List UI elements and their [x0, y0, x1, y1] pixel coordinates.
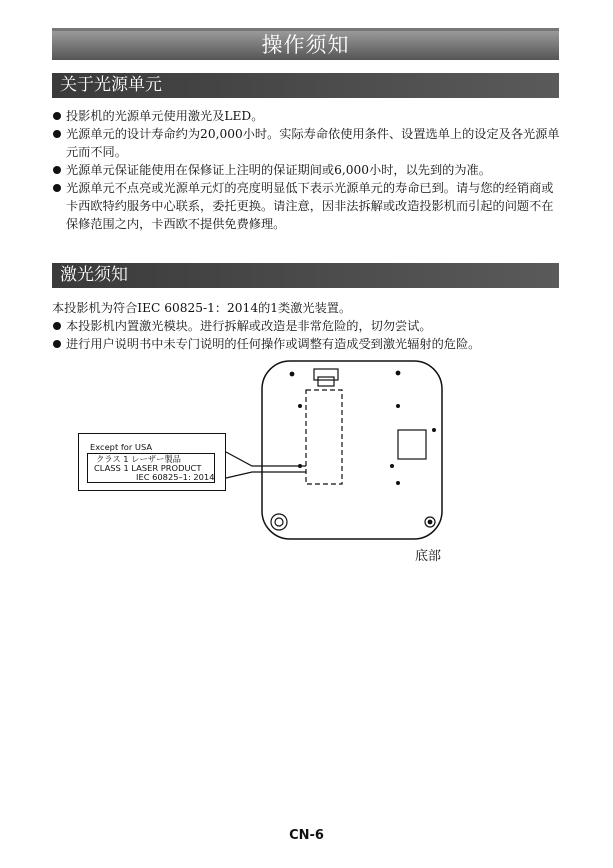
section-heading-light-source: 关于光源单元 [52, 73, 559, 98]
page-title: 操作须知 [52, 28, 559, 60]
laser-intro: 本投影机为符合IEC 60825-1：2014的1类激光装置。 [52, 301, 352, 315]
page-number: CN-6 [289, 828, 324, 843]
label-text: CLASS 1 LASER PRODUCT [94, 463, 202, 473]
label-text: クラス 1 レーザー製品 [96, 454, 181, 464]
list-item: 光源单元保证能使用在保修证上注明的保证期间或6,000小时，以先到的为准。 [52, 161, 562, 179]
list-item: 进行用户说明书中未专门说明的任何操作或调整有造成受到激光辐射的危险。 [52, 335, 562, 353]
section-heading-laser: 激光须知 [52, 263, 559, 288]
list-item: 本投影机内置激光模块。进行拆解或改造是非常危险的，切勿尝试。 [52, 317, 562, 335]
list-item: 投影机的光源单元使用激光及LED。 [52, 107, 562, 125]
label-text: IEC 60825–1: 2014 [136, 472, 215, 482]
label-text: Except for USA [90, 442, 153, 452]
figure-caption: 底部 [415, 549, 442, 564]
list-item: 光源单元不点亮或光源单元灯的亮度明显低下表示光源单元的寿命已到。请与您的经销商或卡西欧特约服务中心联系，委托更换。请注意，因非法拆解或改造投影机而引起的问题不在保修范围之内，卡西欧不提供免费修理。 [52, 179, 562, 233]
list-item: 光源单元的设计寿命约为20,000小时。实际寿命依使用条件、设置选单上的设定及各光源单元而不同。 [52, 125, 562, 161]
